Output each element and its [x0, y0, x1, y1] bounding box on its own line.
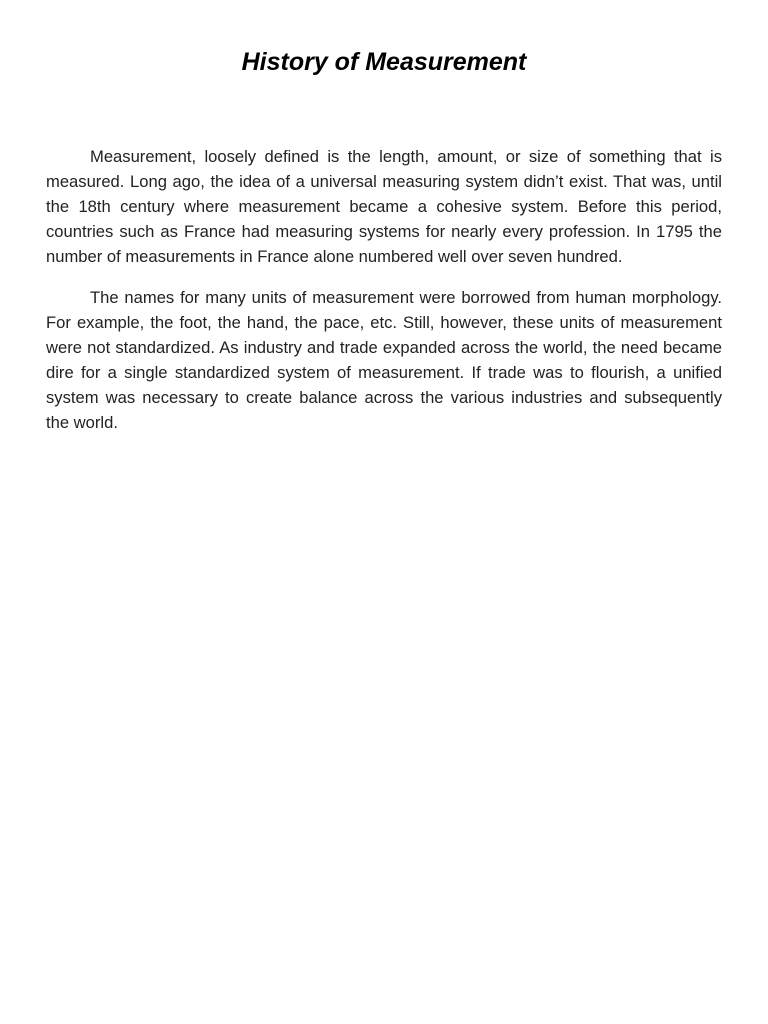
document-body	[46, 144, 722, 451]
paragraph-2: The names for many units of measurement were borrowed from human morphology. For example, the foot, the hand, the pace, etc. Still, however, these units of measurement were not standardized. As industry and trade expanded across the world, the need became dire for a single standardized system of measurement. If trade was to flourish, a unified system was necessary to create balance across the various industries and subsequently the world.	[46, 288, 722, 432]
paragraph-1: Measurement, loosely defined is the length, amount, or size of something that is measured. Long ago, the idea of a universal measuring system didn’t exist. That was, until the 18th century where measurement became a cohesive system. Before this period, countries such as France had measuring systems for nearly every profession. In 1795 the number of measurements in France alone numbered well over seven hundred.	[46, 147, 722, 266]
page-title: History of Measurement	[241, 48, 527, 76]
